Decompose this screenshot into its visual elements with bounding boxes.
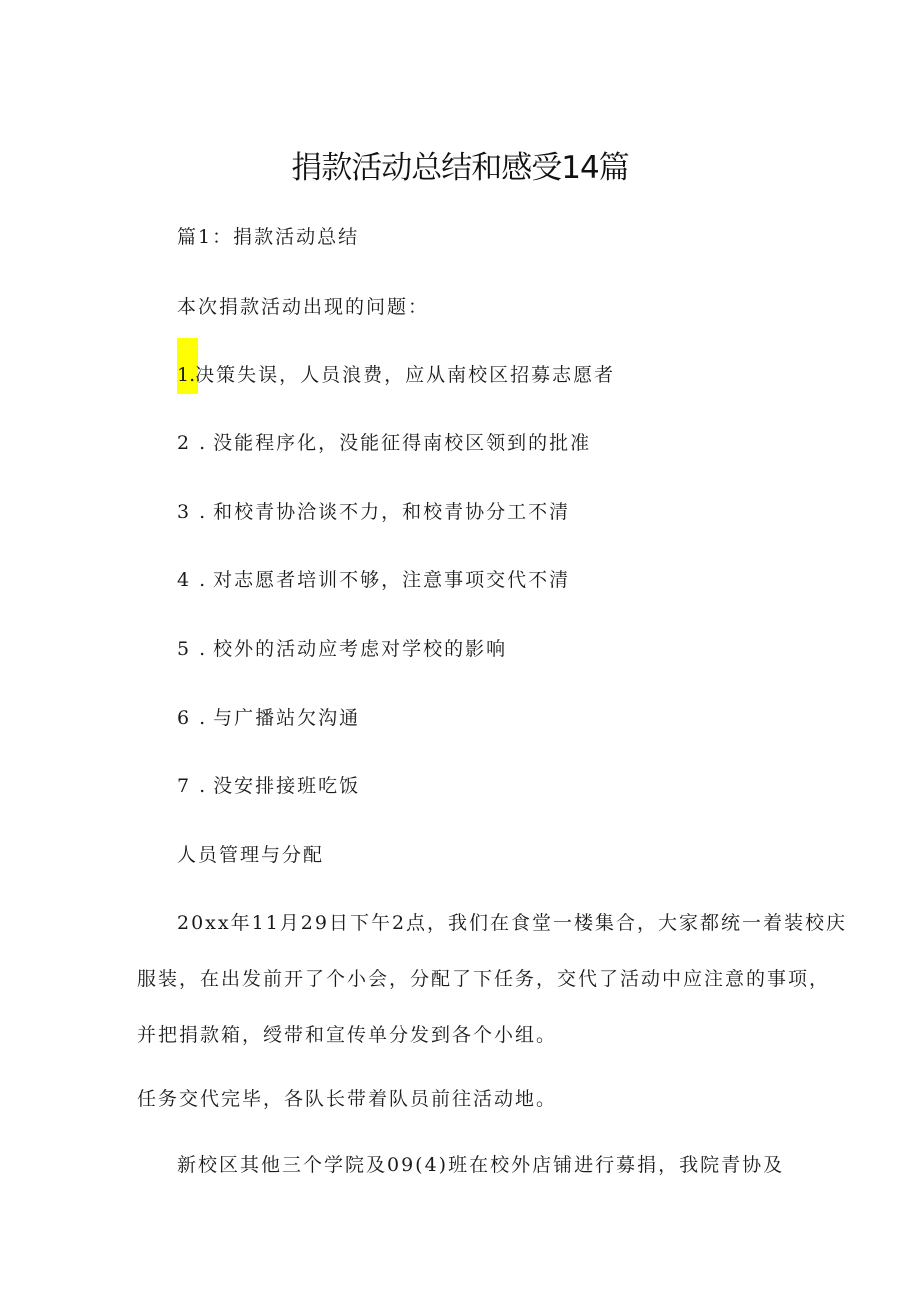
paragraph-line: 20xx年11月29日下午2点，我们在食堂一楼集合，大家都统一着装校庆 bbox=[177, 912, 848, 934]
section-heading: 篇1：捐款活动总结 bbox=[177, 226, 360, 248]
problem-number: 5 . bbox=[177, 638, 208, 660]
problem-number: 3 . bbox=[177, 501, 208, 523]
problem-text: 校外的活动应考虑对学校的影响 bbox=[213, 638, 508, 660]
problem-item-6 bbox=[177, 703, 360, 733]
problem-item-2 bbox=[177, 428, 591, 458]
problem-item-3 bbox=[177, 497, 570, 527]
problem-item-1 bbox=[177, 360, 615, 390]
problem-number: 2 . bbox=[177, 432, 208, 454]
problem-item-4 bbox=[177, 565, 570, 595]
problem-text: 对志愿者培训不够，注意事项交代不清 bbox=[213, 569, 571, 591]
problem-text: 没能程序化，没能征得南校区领到的批准 bbox=[213, 432, 592, 454]
problem-item-7 bbox=[177, 771, 360, 801]
problem-number: 7 . bbox=[177, 775, 208, 797]
problem-text: 决策失误，人员浪费，应从南校区招募志愿者 bbox=[195, 364, 616, 386]
problem-number: 4 . bbox=[177, 569, 208, 591]
problems-intro: 本次捐款活动出现的问题： bbox=[177, 296, 430, 318]
paragraph-line: 服装，在出发前开了个小会，分配了下任务，交代了活动中应注意的事项， bbox=[137, 968, 831, 990]
problem-text: 和校青协洽谈不力，和校青协分工不清 bbox=[213, 501, 571, 523]
document-title: 捐款活动总结和感受14篇 bbox=[291, 150, 629, 186]
problem-number: 1. bbox=[177, 364, 196, 386]
paragraph-line: 任务交代完毕，各队长带着队员前往活动地。 bbox=[137, 1088, 558, 1110]
paragraph-line: 并把捐款箱，绶带和宣传单分发到各个小组。 bbox=[137, 1024, 558, 1046]
paragraph-line: 新校区其他三个学院及09(4)班在校外店铺进行募捐，我院青协及 bbox=[177, 1154, 785, 1176]
problem-text: 没安排接班吃饭 bbox=[213, 775, 361, 797]
problem-number: 6 . bbox=[177, 707, 208, 729]
subheading: 人员管理与分配 bbox=[177, 844, 325, 866]
problem-item-5 bbox=[177, 634, 507, 664]
problem-text: 与广播站欠沟通 bbox=[213, 707, 361, 729]
